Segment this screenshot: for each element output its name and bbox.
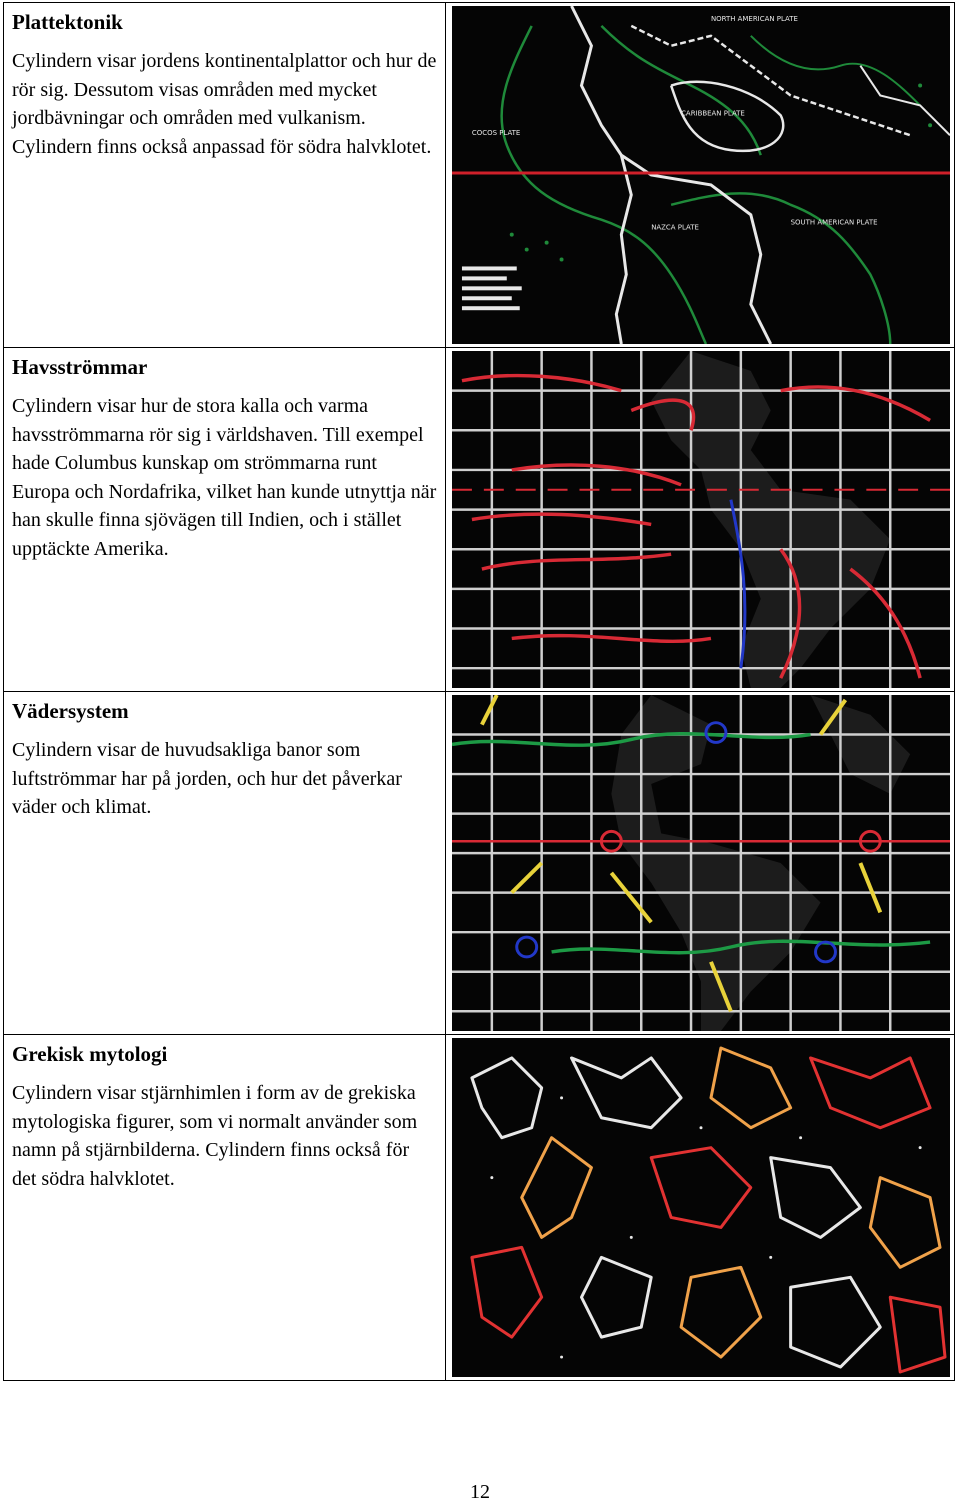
text-cell: [4, 348, 446, 691]
table-row: [4, 1034, 954, 1380]
text-cell: [4, 3, 446, 347]
section-body: Cylindern visar jordens kontinentalplattor och hur de rör sig. Dessutom visas områden med mycket jordbävningar och områden med vulkanism. Cylindern finns också anpassad för södra halvklotet.: [12, 50, 437, 158]
map-label: SOUTH AMERICAN PLATE: [790, 218, 878, 227]
section-title: Plattektonik: [12, 10, 123, 34]
text-cell: [4, 1035, 446, 1380]
section-title: Grekisk mytologi: [12, 1042, 168, 1066]
map-label: COCOS PLATE: [471, 129, 521, 138]
weather-systems-map: [452, 695, 950, 1031]
map-label: CARIBBEAN PLATE: [681, 109, 745, 118]
constellations-map: [452, 1038, 950, 1377]
ocean-currents-map: [452, 351, 950, 688]
map-label: NORTH AMERICAN PLATE: [710, 14, 798, 23]
table-row: [4, 3, 954, 347]
plate-tectonics-map: [452, 6, 950, 344]
table-row: [4, 347, 954, 691]
section-body: Cylindern visar stjärnhimlen i form av de grekiska mytologiska figurer, som vi normalt använder som namn på stjärnbilderna. Cylindern finns också för det södra halvklotet.: [12, 1082, 418, 1190]
table-row: [4, 691, 954, 1034]
section-body: Cylindern visar hur de stora kalla och varma havsströmmarna rör sig i världshaven. Till exempel hade Columbus kunskap om strömmarna runt Europa och Nordafrika, vilket han kunde utnyttja när han skulle finna sjövägen till Indien, och i stället upptäckte Amerika.: [12, 395, 437, 560]
page-number: 12: [470, 1481, 490, 1503]
section-title: Vädersystem: [12, 699, 129, 723]
section-body: Cylindern visar de huvudsakliga banor som luftströmmar har på jorden, och hur det påverkar väder och klimat.: [12, 739, 402, 818]
map-label: NAZCA PLATE: [651, 223, 699, 232]
content-table: [3, 2, 955, 1381]
text-cell: [4, 692, 446, 1034]
section-title: Havsströmmar: [12, 355, 148, 379]
